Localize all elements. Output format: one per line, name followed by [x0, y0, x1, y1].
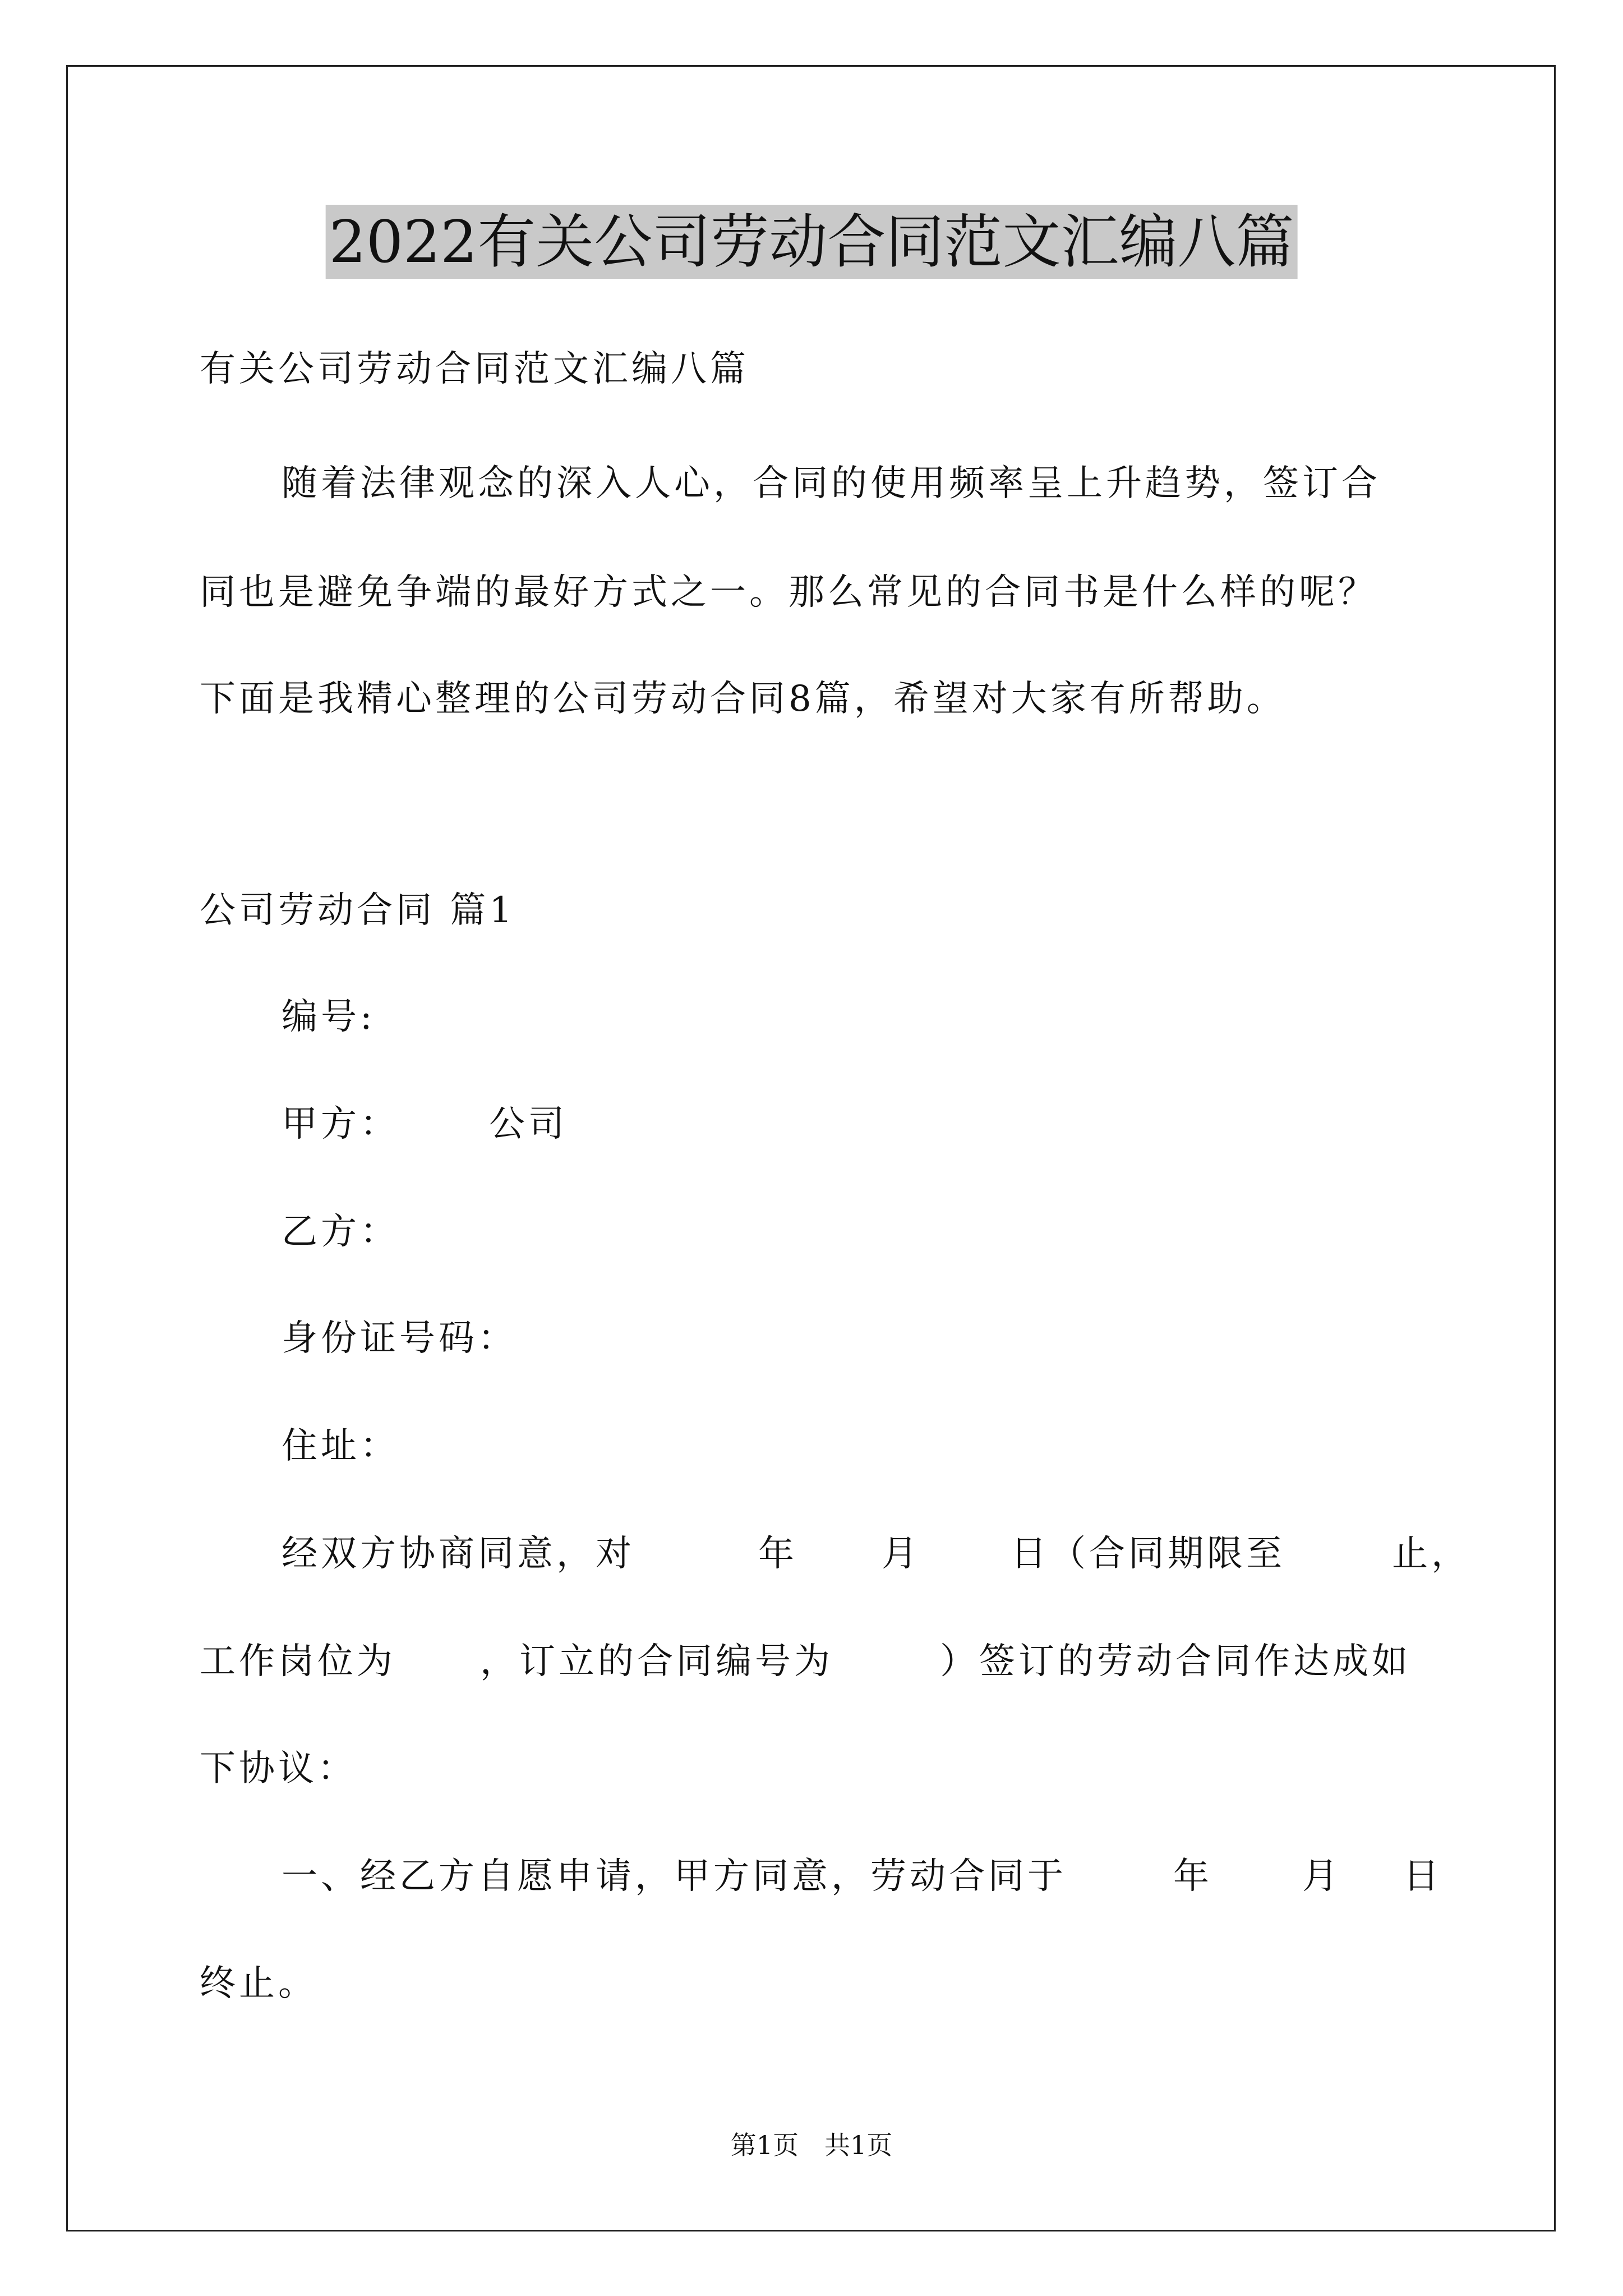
para1-text-a: 经双方协商同意，对: [282, 1533, 635, 1575]
para2-text-c: ）签订的劳动合同作达成如: [940, 1641, 1411, 1682]
party-a-label: 甲方：: [282, 1103, 399, 1145]
clause1-month: 月: [1302, 1856, 1341, 1897]
agreement-paragraph-line-1: [282, 1531, 1470, 1576]
address-label: 住址：: [282, 1425, 399, 1467]
clause-1-line-1: [282, 1854, 1442, 1899]
section-heading: 公司劳动合同 篇1: [200, 890, 516, 931]
intro-line-2: 同也是避免争端的最好方式之一。那么常见的合同书是什么样的呢？: [200, 572, 1377, 613]
para2-text-b: ，订立的合同编号为: [480, 1641, 833, 1682]
intro-line-1: 随着法律观念的深入人心，合同的使用频率呈上升趋势，签订合: [282, 463, 1381, 504]
para1-text-e: 止，: [1392, 1533, 1470, 1575]
clause1-day: 日: [1403, 1856, 1442, 1897]
clause-1-line-2: 终止。: [200, 1963, 317, 2004]
document-subtitle: 有关公司劳动合同范文汇编八篇: [200, 348, 749, 390]
party-b-label: 乙方：: [282, 1211, 399, 1253]
party-a-line: [282, 1102, 568, 1147]
para1-text-d: 日（合同期限至: [1011, 1533, 1285, 1575]
para1-year: 年: [758, 1533, 797, 1575]
clause1-text-a: 一、经乙方自愿申请，甲方同意，劳动合同于: [282, 1856, 1067, 1897]
party-a-value: 公司: [489, 1103, 568, 1145]
agreement-paragraph-line-3: 下协议：: [200, 1748, 357, 1789]
agreement-paragraph-line-2: [200, 1639, 1411, 1684]
intro-line-3: 下面是我精心整理的公司劳动合同8篇，希望对大家有所帮助。: [200, 678, 1286, 720]
id-number-label: 身份证号码：: [282, 1318, 517, 1359]
page-number-footer: 第1页 共1页: [730, 2130, 893, 2160]
para1-month: 月: [882, 1533, 921, 1575]
document-title: 2022有关公司劳动合同范文汇编八篇: [326, 205, 1298, 279]
para2-text-a: 工作岗位为: [200, 1641, 396, 1682]
number-label: 编号:: [282, 996, 376, 1038]
clause1-year: 年: [1173, 1856, 1212, 1897]
